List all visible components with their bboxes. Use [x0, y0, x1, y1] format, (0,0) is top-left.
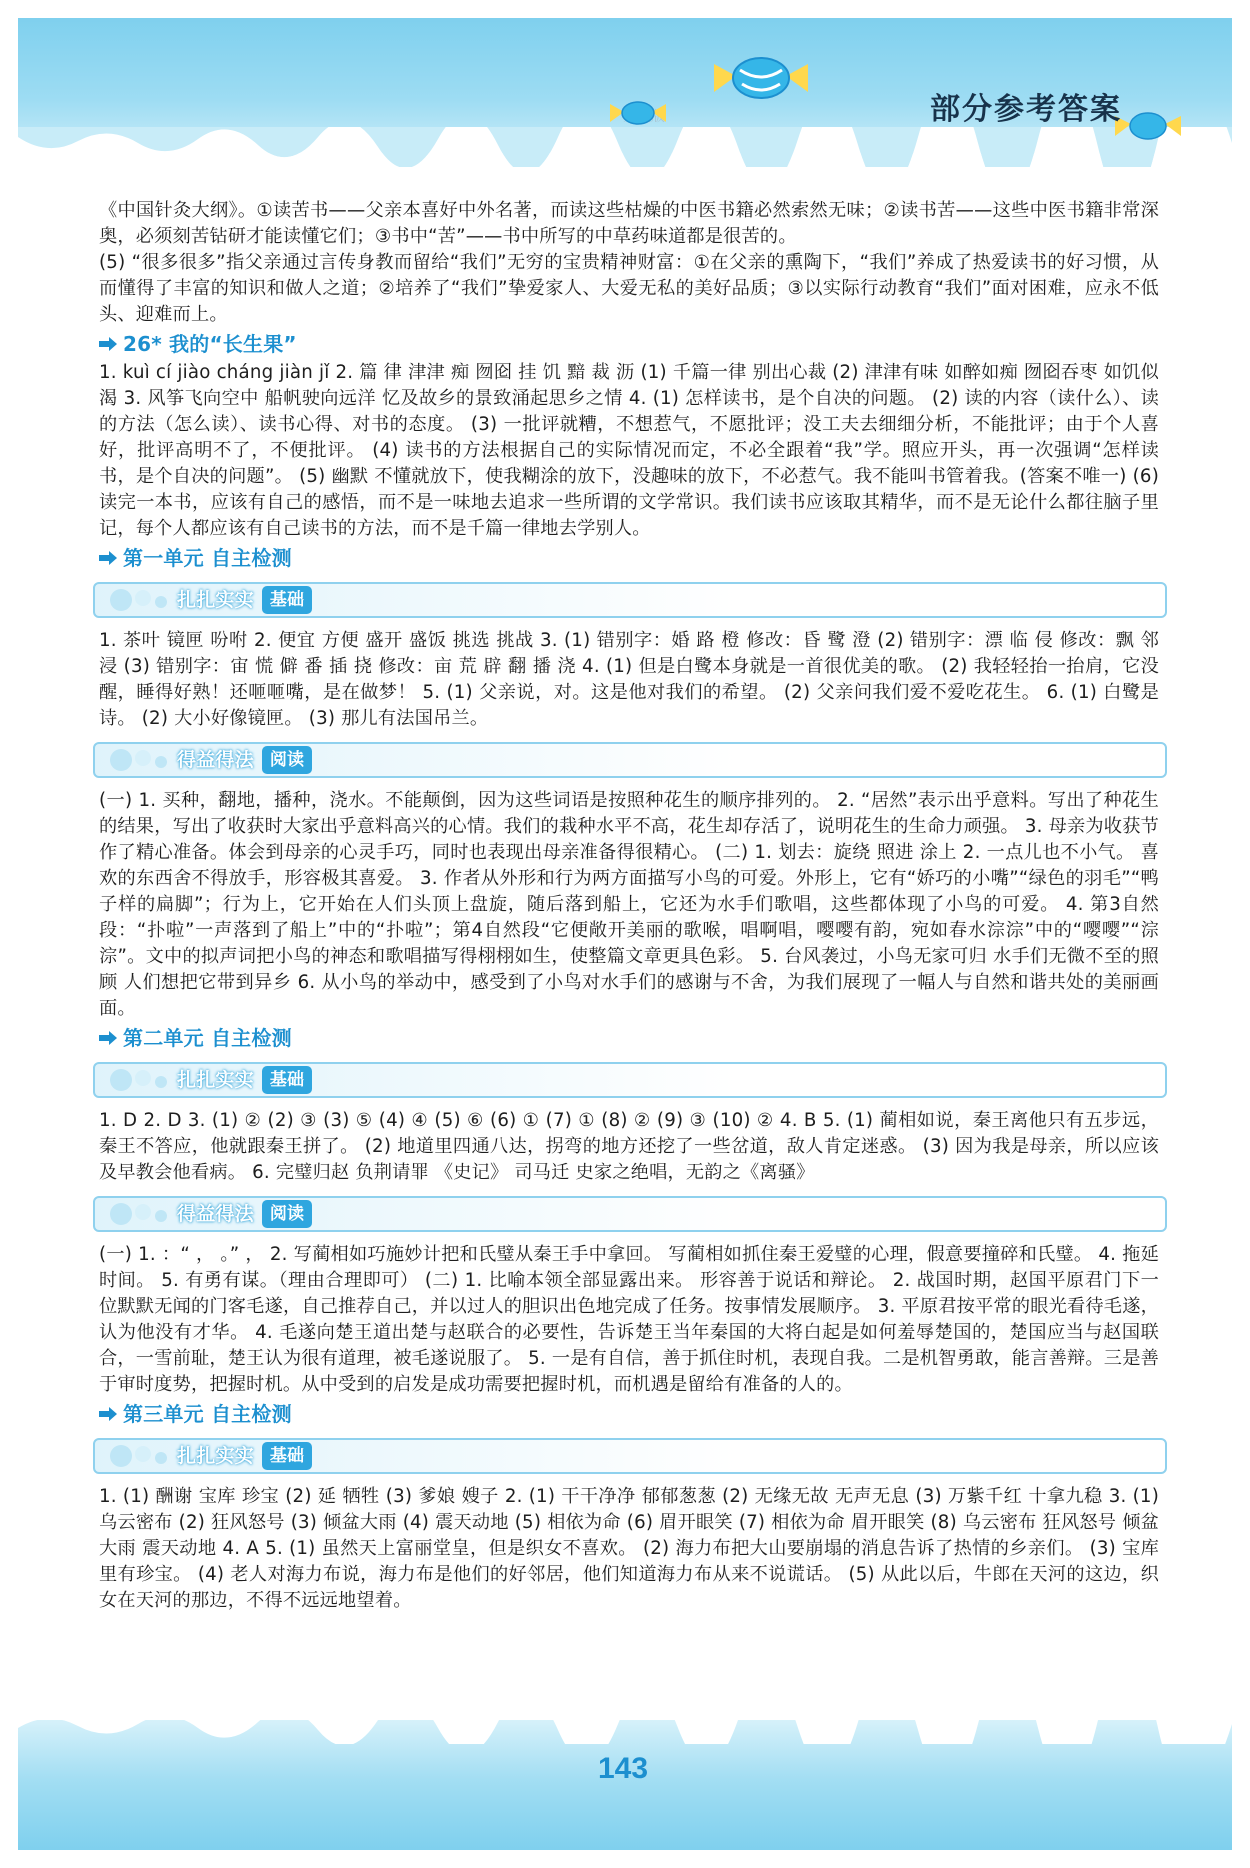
candy-icon	[706, 50, 816, 110]
unit-heading	[99, 1400, 1159, 1428]
page	[18, 18, 1232, 1850]
unit-title: 第二单元 自主检测	[123, 1026, 292, 1050]
unit-heading	[99, 544, 1159, 572]
basics-label: 扎扎实实	[177, 1445, 254, 1467]
arrow-icon	[99, 337, 117, 351]
intro-paragraph: (5) “很多很多”指父亲通过言传身教而留给“我们”无穷的宝贵精神财富：①在父亲的熏陶下，“我们”养成了热爱读书的好习惯，从而懂得了丰富的知识和做人之道；②培养了“我们”挚爱家人、大爱无私的美好品质；③以实际行动教育“我们”面对困难，应永不低头、迎难而上。	[99, 252, 1159, 325]
footer-wave	[18, 1704, 1232, 1744]
basics-label: 扎扎实实	[177, 589, 254, 611]
basics-tag: 基础	[262, 1066, 312, 1094]
basics-label: 扎扎实实	[177, 1069, 254, 1091]
basics-band	[93, 582, 1167, 618]
basics-answers: 1. D 2. D 3. (1) ② (2) ③ (3) ⑤ (4) ④ (5) ⑥ (6) ① (7) ① (8) ② (9) ③ (10) ② 4. B 5. (1) 蔺相如说，秦王离他只有五步远，秦王不答应，他就跟秦王拼了。 (2) 地道里四通八达，拐弯的地方还挖了一些岔道，敌人肯定迷惑。 (3) 因为我是母亲，所以应该及早教会他看病。 6. 完璧归赵 负荆请罪 《史记》 司马迁 史家之绝唱，无韵之《离骚》	[99, 1110, 1159, 1183]
unit-title: 第三单元 自主检测	[123, 1402, 292, 1426]
answer-content	[99, 198, 1159, 1614]
reading-answers: (一) 1. ：“ ， 。” ， 2. 写蔺相如巧施妙计把和氏璧从秦王手中拿回。 写蔺相如抓住秦王爱璧的心理，假意要撞碎和氏璧。 4. 拖延时间。 5. 有勇有谋。（理由合理即可） (二) 1. 比喻本领全部显露出来。 形容善于说话和辩论。 2. 战国时期，赵国平原君门下一位默默无闻的门客毛遂，自己推荐自己，并以过人的胆识出色地完成了任务。按事情发展顺序。 3. 平原君按平常的眼光看待毛遂，认为他没有才华。 4. 毛遂向楚王道出楚与赵联合的必要性，告诉楚王当年秦国的大将白起是如何羞辱楚国的，楚国应当与赵国联合，一雪前耻，楚王认为很有道理，被毛遂说服了。 5. 一是有自信，善于抓住时机，表现自我。二是机智勇敢，能言善辩。三是善于审时度势，把握时机。从中受到的启发是成功需要把握时机，而机遇是留给有准备的人的。	[99, 1244, 1159, 1395]
candy-icon	[608, 96, 668, 132]
reading-band	[93, 1196, 1167, 1232]
reading-tag: 阅读	[262, 1200, 312, 1228]
arrow-icon	[99, 1031, 117, 1045]
reading-label: 得益得法	[177, 1203, 254, 1225]
reading-answers: (一) 1. 买种，翻地，播种，浇水。不能颠倒，因为这些词语是按照种花生的顺序排列的。 2. “居然”表示出乎意料。写出了种花生的结果，写出了收获时大家出乎意料高兴的心情。我们的栽种水平不高，花生却存活了，说明花生的生命力顽强。 3. 母亲为收获节作了精心准备。体会到母亲的心灵手巧，同时也表现出母亲准备得很精心。 (二) 1. 划去：旋绕 照进 涂上 2. 一点儿也不小气。 喜欢的东西舍不得放手，形容极其喜爱。 3. 作者从外形和行为两方面描写小鸟的可爱。外形上，它有“娇巧的小嘴”“绿色的羽毛”“鸭子样的扁脚”；行为上，它开始在人们头顶上盘旋，随后落到船上，它还为水手们歌唱，这些都体现了小鸟的可爱。 4. 第3自然段：“扑啦”一声落到了船上”中的“扑啦”；第4自然段“它便敞开美丽的歌喉，唱啊唱，嘤嘤有韵，宛如春水淙淙”中的“嘤嘤”“淙淙”。文中的拟声词把小鸟的神态和歌唱描写得栩栩如生，使整篇文章更具色彩。 5. 台风袭过，小鸟无家可归 水手们无微不至的照顾 人们想把它带到异乡 6. 从小鸟的举动中，感受到了小鸟对水手们的感谢与不舍，为我们展现了一幅人与自然和谐共处的美丽画面。	[99, 790, 1159, 1019]
header-title: 部分参考答案	[930, 92, 1122, 127]
basics-band	[93, 1062, 1167, 1098]
arrow-icon	[99, 1407, 117, 1421]
lesson-answers: 1. kuì cí jiào cháng jiàn jǐ 2. 篇 律 津津 痴 囫囵 挂 饥 黯 裁 沥 (1) 千篇一律 别出心裁 (2) 津津有味 如醉如痴 囫囵吞枣 如饥似渴 3. 风筝飞向空中 船帆驶向远洋 忆及故乡的景致涌起思乡之情 4. (1) 怎样读书，是个自决的问题。 (2) 读的内容（读什么）、读的方法（怎么读）、读书心得、对书的态度。 (3) 一批评就糟，不想惹气，不愿批评；没工夫去细细分析，不能批评；由于个人喜好，批评高明不了，不便批评。 (4) 读书的方法根据自己的实际情况而定，不必全跟着“我”学。照应开头，再一次强调“怎样读书，是个自决的问题”。 (5) 幽默 不懂就放下，使我糊涂的放下，没趣味的放下，不必惹气。我不能叫书管着我。(答案不唯一) (6) 读完一本书，应该有自己的感悟，而不是一味地去追求一些所谓的文学常识。我们读书应该取其精华，而不是无论什么都往脑子里记，每个人都应该有自己读书的方法，而不是千篇一律地去学别人。	[99, 362, 1159, 539]
basics-tag: 基础	[262, 586, 312, 614]
page-number: 143	[597, 1752, 649, 1785]
candy-icon	[1113, 106, 1183, 146]
unit-heading	[99, 1024, 1159, 1052]
unit-title: 第一单元 自主检测	[123, 546, 292, 570]
intro-paragraph: 《中国针灸大纲》。①读苦书——父亲本喜好中外名著，而读这些枯燥的中医书籍必然索然无味；②读书苦——这些中医书籍非常深奥，必须刻苦钻研才能读懂它们；③书中“苦”——书中所写的中草药味道都是很苦的。	[99, 200, 1159, 247]
header-band	[18, 18, 1232, 153]
header-wave	[18, 127, 1232, 167]
reading-label: 得益得法	[177, 749, 254, 771]
lesson-heading	[99, 330, 1159, 358]
basics-tag: 基础	[262, 1442, 312, 1470]
basics-answers: 1. 茶叶 镜匣 吩咐 2. 便宜 方便 盛开 盛饭 挑选 挑战 3. (1) 错别字：婚 路 橙 修改：昏 鹭 澄 (2) 错别字：漂 临 侵 修改：飘 邻 浸 (3) 错别字：宙 慌 僻 番 插 挠 修改：亩 荒 辟 翻 播 浇 4. (1) 但是白鹭本身就是一首很优美的歌。 (2) 我轻轻抬一抬肩，它没醒，睡得好熟！还咂咂嘴，是在做梦！ 5. (1) 父亲说，对。这是他对我们的希望。 (2) 父亲问我们爱不爱吃花生。 6. (1) 白鹭是诗。 (2) 大小好像镜匣。 (3) 那儿有法国吊兰。	[99, 630, 1159, 729]
lesson-title: 26* 我的“长生果”	[123, 332, 297, 356]
reading-tag: 阅读	[262, 746, 312, 774]
reading-band	[93, 742, 1167, 778]
footer-band	[18, 1720, 1232, 1850]
arrow-icon	[99, 551, 117, 565]
basics-answers: 1. (1) 酬谢 宝库 珍宝 (2) 延 牺牲 (3) 爹娘 嫂子 2. (1) 干干净净 郁郁葱葱 (2) 无缘无故 无声无息 (3) 万紫千红 十拿九稳 3. (1) 乌云密布 (2) 狂风怒号 (3) 倾盆大雨 (4) 震天动地 (5) 相依为命 (6) 眉开眼笑 (7) 相依为命 眉开眼笑 (8) 乌云密布 狂风怒号 倾盆大雨 震天动地 4. A 5. (1) 虽然天上富丽堂皇，但是织女不喜欢。 (2) 海力布把大山要崩塌的消息告诉了热情的乡亲们。 (3) 宝库里有珍宝。 (4) 老人对海力布说，海力布是他们的好邻居，他们知道海力布从来不说谎话。 (5) 从此以后，牛郎在天河的这边，织女在天河的那边，不得不远远地望着。	[99, 1486, 1159, 1611]
basics-band	[93, 1438, 1167, 1474]
